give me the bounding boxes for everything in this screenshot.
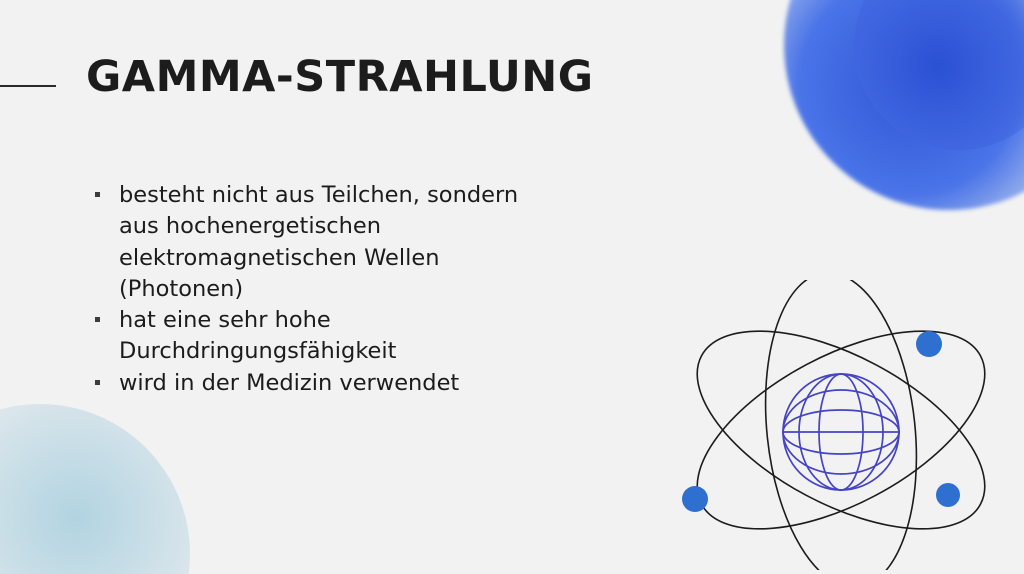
title-rule xyxy=(0,85,56,87)
bullet-marker-icon xyxy=(95,192,100,197)
list-item xyxy=(86,368,556,399)
decorative-blob-bottom-left xyxy=(0,404,190,574)
electron-top-right xyxy=(916,331,942,357)
list-item-text: wird in der Medizin verwendet xyxy=(119,369,460,396)
electron-bottom-left xyxy=(682,486,708,512)
list-item-text: hat eine sehr hohe Durchdringungsfähigkeit xyxy=(119,307,397,365)
list-item-text: besteht nicht aus Teilchen, sondern aus hochenergetischen elektromagnetischen Wellen (Photonen) xyxy=(119,182,519,302)
list-item xyxy=(86,305,556,368)
atom-illustration xyxy=(676,280,1006,570)
bullet-marker-icon xyxy=(95,380,100,385)
bullet-marker-icon xyxy=(95,317,100,322)
bullet-list xyxy=(86,180,556,399)
list-item xyxy=(86,180,556,305)
electron-bottom-right xyxy=(936,483,960,507)
page-title: GAMMA-STRAHLUNG xyxy=(86,52,594,102)
